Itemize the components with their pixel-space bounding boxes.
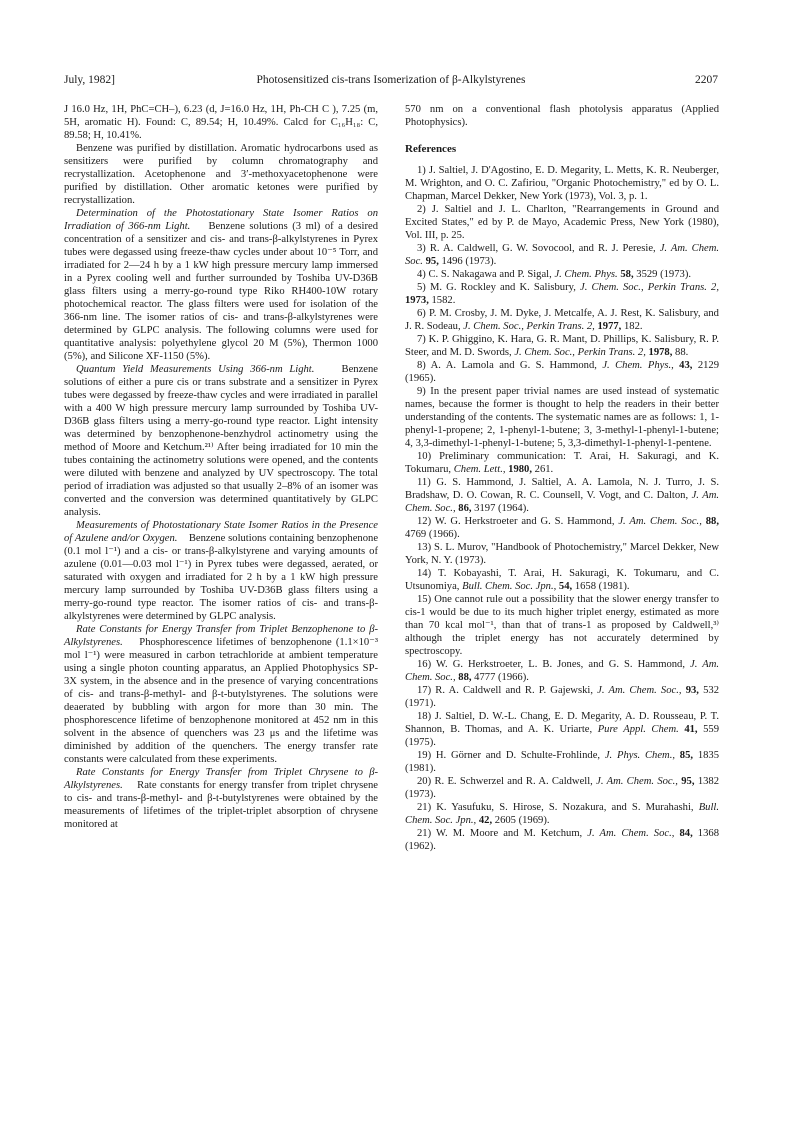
reference-authors: J. Saltiel and J. L. Charlton, "Rearrangements in Ground and Excited States," ed by P. de Mayo, Academic Press, New York (1980), Vol. III, p. 25.	[405, 204, 719, 241]
reference-pages: 559 (1975).	[405, 724, 719, 748]
reference-number: 10)	[417, 451, 432, 462]
reference-pages: 1382 (1973).	[405, 776, 719, 800]
reference-authors: J. Saltiel, J. D'Agostino, E. D. Megarity, L. Metts, K. R. Neuberger, M. Wrighton, and O. C. Zafiriou, "Organic Photochemistry," ed by O. L. Chapman, Marcel Dekker, New York (1973), Vol. 3, p. 1.	[405, 165, 719, 202]
reference-authors: J. Saltiel, D. W.-L. Chang, E. D. Megarity, A. D. Rousseau, P. T. Shannon, B. Thomas, and A. K. Uriarte,	[405, 711, 719, 735]
reference-pages: 1658 (1981).	[574, 581, 630, 592]
reference-number: 4)	[417, 269, 426, 280]
reference-volume: 43,	[679, 360, 693, 371]
reference-authors: T. Kobayashi, T. Arai, H. Sakuragi, K. Tokumaru, and C. Utsunomiya,	[405, 568, 719, 592]
reference-item	[405, 567, 719, 593]
section-benzophenone-transfer	[64, 623, 378, 766]
reference-pages: 1582.	[431, 295, 456, 306]
paragraph-flash-photolysis: 570 nm on a conventional flash photolysis apparatus (Applied Photophysics).	[405, 104, 719, 128]
reference-pages: 1835 (1981).	[405, 750, 719, 774]
reference-authors: One cannot rule out a possibility that the slower energy transfer to cis-1 would be due to its much higher triplet energy, estimated as more than 70 kcal mol⁻¹, than that of trans-1 as proposed by Caldwell,³⁾ although the triplet energy has not accurately determined by spectroscopy.	[405, 594, 719, 657]
reference-journal: J. Phys. Chem.,	[604, 750, 675, 761]
section-azulene-oxygen	[64, 519, 378, 623]
reference-number: 21)	[417, 828, 432, 839]
reference-authors: R. A. Caldwell, G. W. Sovocool, and R. J. Peresie,	[429, 243, 656, 254]
reference-number: 7)	[417, 334, 426, 345]
reference-number: 6)	[417, 308, 426, 319]
reference-authors: K. Yasufuku, S. Hirose, S. Nozakura, and S. Murahashi,	[436, 802, 694, 813]
reference-item	[405, 476, 719, 515]
reference-volume: 54,	[558, 581, 573, 592]
reference-authors: C. S. Nakagawa and P. Sigal,	[428, 269, 552, 280]
reference-authors: W. M. Moore and M. Ketchum,	[436, 828, 583, 839]
reference-number: 20)	[417, 776, 432, 787]
reference-item	[405, 827, 719, 853]
reference-pages: 3197 (1964).	[474, 503, 529, 514]
reference-journal: J. Chem. Soc., Perkin Trans. 2,	[463, 321, 595, 332]
section-body: Benzene solutions containing benzophenone (0.1 mol l⁻¹) and a cis- or trans-β-alkylstyrene and varying amounts of azulene (0.01—0.03 mol l⁻¹) in Pyrex tubes were degassed, aerated, or saturated with oxygen and irradiated for 2 h by a 1 kW high pressure mercury lamp surrounded by Toshiba UV-D36B glass filters using a merry-go-round type reactor. The isomer ratios of cis- and trans-β-alkylstyrenes were determined by GLPC analysis.	[64, 533, 379, 622]
reference-pages: 532 (1971).	[405, 685, 720, 709]
reference-authors: In the present paper trivial names are used instead of systematic names, because the former is thought to help the readers in their better understanding of the contents. The systematic names are as follows: 1, 1-phenyl-1-propene; 2, 1-phenyl-1-butene; 3, 3-methyl-1-phenyl-1-butene; 4, 3,3-dimethyl-1-phenyl-1-butene; 5, 3,3-dimethyl-1-phenyl-1-pentene.	[405, 386, 719, 449]
reference-journal: J. Chem. Soc., Perkin Trans. 2,	[580, 282, 719, 293]
reference-journal: J. Chem. Phys.	[554, 269, 618, 280]
left-column	[64, 103, 378, 831]
reference-item	[405, 164, 719, 203]
reference-number: 16)	[417, 659, 432, 670]
reference-item	[405, 684, 719, 710]
reference-volume: 1973,	[405, 295, 429, 306]
reference-pages: 2605 (1969).	[494, 815, 550, 826]
paragraph-purification: Benzene was purified by distillation. Aromatic hydrocarbons used as sensitizers were purified by column chromatography and recrystallization. Acetophenone and 3′-methoxyacetophenone were purified by distillation. Other aromatic ketones were purified by recrystallization.	[64, 143, 378, 206]
section-body: Benzene solutions of either a pure cis or trans substrate and a sensitizer in Pyrex tubes were degassed by freeze-thaw cycles and were irradiated in parallel with a 400 W high pressure mercury lamp surrounded by Toshiba UV-D36B glass filters using a merry-go-round type reactor. Light intensity was determined by benzophenone-benzhydrol actinometry using the method of Moore and Ketchum.²¹⁾ After being irradiated for 10 min the tubes containing the actinometry solutions were opened, and the contents were diluted with benzene and analyzed by UV spectroscopy. The total period of irradiation was adjusted so that usually 2–8% of an isomer was converted and the conversion was determined quantitatively by GLPC analysis.	[64, 364, 378, 518]
reference-volume: 1980,	[508, 464, 532, 475]
section-body: Benzene solutions (3 ml) of a desired concentration of a sensitizer and cis- and trans-β-alkylstyrenes in Pyrex tubes were degassed using freeze-thaw cycles under about 10⁻⁵ Torr, and irradiated for 2—24 h by a 1 kW high pressure mercury lamp immersed in a Pyrex cooling well and further surrounded by Toshiba UV-D36B glass filters using a merry-go-round type Riko RH400-10W rotary photochemical reactor. The glass filters were used for isolation of the 366-nm line. The isomer ratios of cis- and trans-β-alkylstyrenes were determined by GLPC analysis. The following columns were used for quantitative analysis: polyethylene glycol 20 M (5%), Thermon 1000 (5%), and Silicone XF-1150 (5%).	[64, 221, 378, 362]
reference-authors: R. E. Schwerzel and R. A. Caldwell,	[434, 776, 593, 787]
section-quantum-yield	[64, 363, 378, 519]
references-list	[405, 164, 719, 853]
reference-authors: W. G. Herkstroeter and G. S. Hammond,	[434, 516, 615, 527]
reference-number: 9)	[417, 386, 426, 397]
reference-number: 17)	[417, 685, 432, 696]
reference-item	[405, 359, 719, 385]
reference-number: 12)	[417, 516, 432, 527]
reference-item	[405, 281, 719, 307]
reference-pages: 3529 (1973).	[636, 269, 691, 280]
paragraph-nmr-data: J 16.0 Hz, 1H, PhC=CH–), 6.23 (d, J=16.0 Hz, 1H, Ph-CH C ), 7.25 (m, 5H, aromatic H). Found: C, 89.54; H, 10.49%. Calcd for C₁₆H₁₈: C, 89.58; H, 10.41%.	[64, 104, 378, 141]
reference-journal: J. Am. Chem. Soc.,	[405, 490, 720, 514]
reference-journal: J. Chem. Phys.,	[602, 360, 674, 371]
reference-number: 2)	[417, 204, 426, 215]
reference-pages: 88.	[675, 347, 689, 358]
header-title: Photosensitized cis-trans Isomerization of β-Alkylstyrenes	[256, 74, 526, 86]
reference-volume: 42,	[478, 815, 493, 826]
reference-volume: 86,	[458, 503, 472, 514]
section-body: Phosphorescence lifetimes of benzophenone (1.1×10⁻³ mol l⁻¹) were measured in carbon tetrachloride at ambient temperature using a single photon counting apparatus, an Applied Photophysics SP-3X system, in the absence and in the presence of varying concentrations of cis- and trans-β-methyl- and β-t-butylstyrenes. The solutions were deaerated by bubbling with argon for more than 30 min. The phosphorescence lifetime of benzophenone monitored at 452 nm in this solvent in the absence of quenchers was 23 μs and the lifetime was diminished by addition of the quenchers. The energy transfer rate constants were calculated from these experiments.	[64, 637, 378, 765]
reference-number: 18)	[417, 711, 432, 722]
reference-volume: 41,	[684, 724, 698, 735]
reference-authors: A. A. Lamola and G. S. Hammond,	[430, 360, 597, 371]
reference-number: 3)	[417, 243, 426, 254]
reference-item	[405, 203, 719, 242]
reference-authors: Preliminary communication: T. Arai, H. Sakuragi, and K. Tokumaru,	[405, 451, 719, 475]
reference-volume: 93,	[685, 685, 699, 696]
reference-item	[405, 658, 719, 684]
section-title: Rate Constants for Energy Transfer from Triplet Chrysene to β-Alkylstyrenes.	[64, 767, 378, 791]
reference-number: 19)	[417, 750, 432, 761]
reference-authors: W. G. Herkstroeter, L. B. Jones, and G. S. Hammond,	[435, 659, 685, 670]
reference-volume: 88,	[458, 672, 472, 683]
section-chrysene-transfer	[64, 766, 378, 831]
reference-item	[405, 775, 719, 801]
reference-pages: 1496 (1973).	[441, 256, 497, 267]
reference-pages: 2129 (1965).	[405, 360, 719, 384]
reference-item	[405, 801, 719, 827]
header-date: July, 1982]	[64, 74, 116, 86]
reference-volume: 1977,	[597, 321, 622, 332]
reference-authors: S. L. Murov, "Handbook of Photochemistry," Marcel Dekker, New York, N. Y. (1973).	[405, 542, 719, 566]
reference-volume: 1978,	[648, 347, 673, 358]
reference-number: 21)	[417, 802, 432, 813]
section-title: Rate Constants for Energy Transfer from Triplet Benzophenone to β-Alkylstyrenes.	[64, 624, 378, 648]
reference-volume: 58,	[620, 269, 634, 280]
reference-number: 5)	[417, 282, 426, 293]
reference-item	[405, 307, 719, 333]
reference-authors: H. Görner and D. Schulte-Frohlinde,	[435, 750, 601, 761]
reference-number: 1)	[417, 165, 426, 176]
reference-item	[405, 242, 719, 268]
reference-number: 11)	[417, 477, 431, 488]
reference-journal: J. Chem. Soc., Perkin Trans. 2,	[514, 347, 646, 358]
reference-authors: P. M. Crosby, J. M. Dyke, J. Metcalfe, A. J. Rest, K. Salisbury, and J. R. Sodeau,	[405, 308, 719, 332]
reference-item	[405, 710, 719, 749]
section-body: Rate constants for energy transfer from triplet chrysene to cis- and trans-β-methyl- and β-t-butylstyrenes were obtained by the measurements of lifetimes of the triplet-triplet absorption of chrysene monitored at	[64, 780, 378, 830]
reference-item	[405, 593, 719, 658]
reference-pages: 182.	[623, 321, 643, 332]
reference-journal: Bull. Chem. Soc. Jpn.,	[405, 802, 720, 826]
reference-pages: 261.	[534, 464, 554, 475]
reference-volume: 88,	[705, 516, 719, 527]
reference-item	[405, 515, 719, 541]
section-title: Measurements of Photostationary State Isomer Ratios in the Presence of Azulene and/or Oxygen.	[64, 520, 378, 544]
section-title: Determination of the Photostationary State Isomer Ratios on Irradiation of 366-nm Light.	[64, 208, 378, 232]
reference-journal: J. Am. Chem. Soc.,	[596, 776, 678, 787]
reference-journal: Chem. Lett.,	[453, 464, 506, 475]
section-title: Quantum Yield Measurements Using 366-nm Light.	[76, 364, 315, 375]
reference-volume: 85,	[679, 750, 694, 761]
section-photostationary-366	[64, 207, 378, 363]
reference-authors: M. G. Rockley and K. Salisbury,	[429, 282, 576, 293]
reference-item	[405, 749, 719, 775]
reference-number: 14)	[417, 568, 432, 579]
page-number: 2207	[695, 74, 718, 86]
reference-item	[405, 541, 719, 567]
reference-journal: Pure Appl. Chem.	[597, 724, 679, 735]
reference-volume: 95,	[681, 776, 695, 787]
reference-volume: 84,	[679, 828, 693, 839]
reference-pages: 4777 (1966).	[474, 672, 529, 683]
reference-pages: 1368 (1962).	[405, 828, 719, 852]
reference-journal: Bull. Chem. Soc. Jpn.,	[462, 581, 557, 592]
reference-authors: K. P. Ghiggino, K. Hara, G. R. Mant, D. Phillips, K. Salisbury, R. P. Steer, and M. D. Swords,	[405, 334, 719, 358]
reference-pages: 4769 (1966).	[405, 529, 460, 540]
reference-authors: R. A. Caldwell and R. P. Gajewski,	[435, 685, 593, 696]
reference-item	[405, 268, 719, 281]
references-heading: References	[405, 143, 457, 155]
reference-item	[405, 385, 719, 450]
reference-journal: J. Am. Chem. Soc.,	[587, 828, 675, 839]
right-column	[405, 103, 719, 853]
reference-journal: J. Am. Chem. Soc.,	[597, 685, 682, 696]
reference-number: 15)	[417, 594, 432, 605]
reference-number: 13)	[417, 542, 432, 553]
reference-number: 8)	[417, 360, 426, 371]
reference-item	[405, 450, 719, 476]
reference-volume: 95,	[425, 256, 439, 267]
reference-item	[405, 333, 719, 359]
reference-authors: G. S. Hammond, J. Saltiel, A. A. Lamola, N. J. Turro, J. S. Bradshaw, D. O. Cowan, R. C. Counsell, V. Vogt, and C. Dalton,	[405, 477, 720, 501]
reference-journal: J. Am. Chem. Soc.,	[405, 659, 719, 683]
reference-journal: J. Am. Chem. Soc.,	[618, 516, 702, 527]
reference-journal: J. Am. Chem. Soc.	[405, 243, 720, 267]
running-header	[64, 74, 718, 90]
